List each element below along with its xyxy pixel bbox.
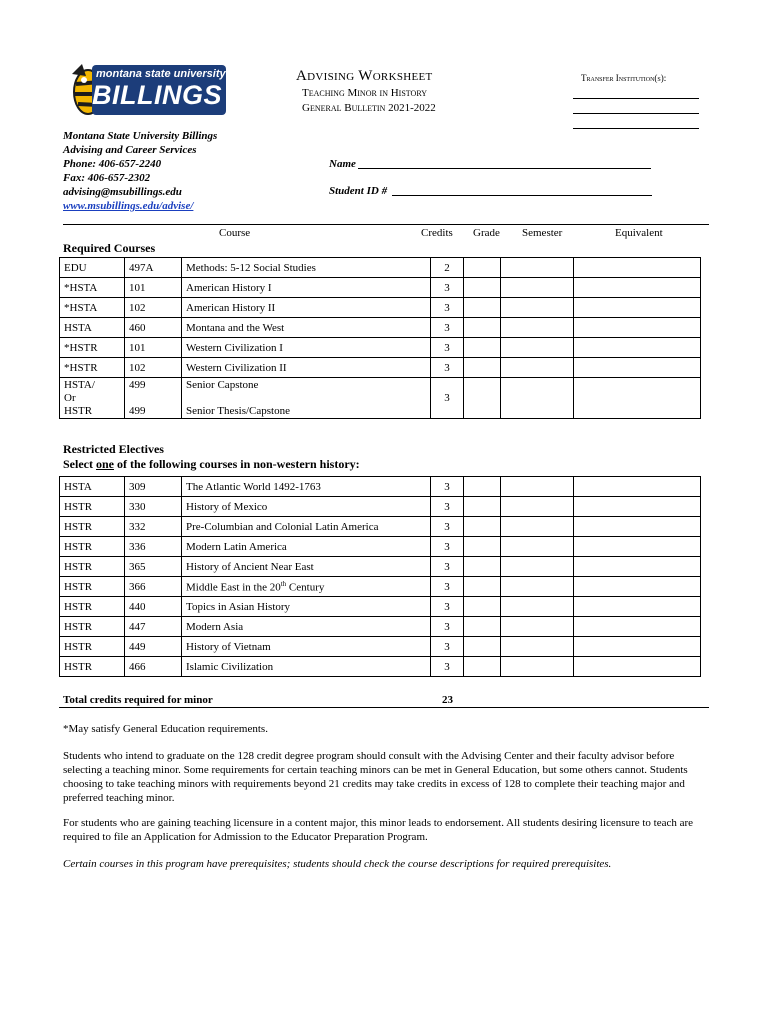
course-number: 101 <box>125 278 182 298</box>
course-number: 330 <box>125 497 182 517</box>
course-subject: HSTR <box>60 537 125 557</box>
semester-cell[interactable] <box>501 358 574 378</box>
equivalent-cell[interactable] <box>574 617 701 637</box>
grade-cell[interactable] <box>464 298 501 318</box>
course-credits: 3 <box>431 657 464 677</box>
table-row <box>60 318 701 338</box>
semester-cell[interactable] <box>501 517 574 537</box>
semester-cell[interactable] <box>501 617 574 637</box>
course-subject: EDU <box>60 258 125 278</box>
course-title-pre: Middle East in the 20 <box>186 581 281 594</box>
grade-cell[interactable] <box>464 338 501 358</box>
course-credits: 3 <box>431 378 464 419</box>
total-credits-value: 23 <box>442 694 453 706</box>
course-number: 102 <box>125 298 182 318</box>
course-title: History of Mexico <box>182 497 431 517</box>
capstone-subject-a: HSTA/ <box>64 378 95 391</box>
advising-website-link[interactable]: www.msubillings.edu/advise/ <box>63 200 194 212</box>
course-subject: HSTR <box>60 597 125 617</box>
electives-instruction <box>63 457 360 472</box>
table-row <box>60 298 701 318</box>
equivalent-cell[interactable] <box>574 318 701 338</box>
course-subject: *HSTA <box>60 278 125 298</box>
grade-cell[interactable] <box>464 517 501 537</box>
grade-cell[interactable] <box>464 278 501 298</box>
transfer-institution-line-3[interactable] <box>573 128 699 129</box>
equivalent-cell[interactable] <box>574 577 701 597</box>
table-row <box>60 258 701 278</box>
table-row <box>60 338 701 358</box>
equivalent-cell[interactable] <box>574 517 701 537</box>
course-subject: HSTR <box>60 617 125 637</box>
equivalent-cell[interactable] <box>574 338 701 358</box>
course-subject: HSTR <box>60 657 125 677</box>
course-subject: HSTR <box>60 557 125 577</box>
equivalent-cell[interactable] <box>574 477 701 497</box>
org-name: Montana State University Billings <box>63 130 218 142</box>
grade-cell[interactable] <box>464 537 501 557</box>
course-subject: HSTA <box>60 477 125 497</box>
grade-cell[interactable] <box>464 258 501 278</box>
equivalent-cell[interactable] <box>574 537 701 557</box>
course-title-sup: th <box>280 579 287 588</box>
course-subject: *HSTR <box>60 338 125 358</box>
contact-block <box>63 129 217 213</box>
electives-instruction-pre: Select <box>63 457 96 471</box>
transfer-institution-label: Transfer Institution(s): <box>581 73 667 83</box>
prerequisites-note: Certain courses in this program have prerequisites; students should check the course descriptions for required prerequisites. <box>63 858 612 870</box>
worksheet-subtitle-bulletin: General Bulletin 2021-2022 <box>302 102 436 114</box>
grade-cell[interactable] <box>464 378 501 419</box>
course-title: Montana and the West <box>182 318 431 338</box>
table-row <box>60 497 701 517</box>
course-title <box>182 577 431 597</box>
semester-cell[interactable] <box>501 577 574 597</box>
worksheet-subtitle-minor: Teaching Minor in History <box>302 87 427 99</box>
electives-instruction-post: of the following courses in non-western history: <box>113 457 360 471</box>
course-credits: 3 <box>431 537 464 557</box>
course-credits: 3 <box>431 278 464 298</box>
course-number: 102 <box>125 358 182 378</box>
course-title: Modern Latin America <box>182 537 431 557</box>
grade-cell[interactable] <box>464 497 501 517</box>
course-number: 309 <box>125 477 182 497</box>
course-title: Western Civilization II <box>182 358 431 378</box>
course-subject <box>60 378 125 419</box>
semester-cell[interactable] <box>501 298 574 318</box>
equivalent-cell[interactable] <box>574 597 701 617</box>
semester-cell[interactable] <box>501 338 574 358</box>
transfer-institution-line-2[interactable] <box>573 113 699 114</box>
capstone-or: Or <box>64 391 76 404</box>
transfer-institution-line-1[interactable] <box>573 98 699 99</box>
semester-cell[interactable] <box>501 637 574 657</box>
capstone-title-b: Senior Thesis/Capstone <box>186 404 290 417</box>
logo-main-text: BILLINGS <box>92 80 222 110</box>
course-number: 449 <box>125 637 182 657</box>
grade-cell[interactable] <box>464 318 501 338</box>
course-subject: HSTR <box>60 517 125 537</box>
logo-top-text: montana state university <box>96 68 226 80</box>
capstone-title-a: Senior Capstone <box>186 378 259 391</box>
licensure-note: For students who are gaining teaching licensure in a content major, this minor leads to endorsement. All students desiring licensure to teach are required to file an Application for Admission to the Educator Preparation Program. <box>63 817 694 843</box>
course-number: 336 <box>125 537 182 557</box>
course-number: 460 <box>125 318 182 338</box>
capstone-number-a: 499 <box>129 378 146 391</box>
grade-cell[interactable] <box>464 657 501 677</box>
student-id-label: Student ID # <box>329 185 388 197</box>
worksheet-title: Advising Worksheet <box>296 68 433 84</box>
equivalent-cell[interactable] <box>574 378 701 419</box>
course-credits: 3 <box>431 557 464 577</box>
semester-cell[interactable] <box>501 557 574 577</box>
course-subject: HSTR <box>60 637 125 657</box>
course-credits: 2 <box>431 258 464 278</box>
equivalent-cell[interactable] <box>574 278 701 298</box>
course-title: Western Civilization I <box>182 338 431 358</box>
course-subject: HSTA <box>60 318 125 338</box>
course-credits: 3 <box>431 298 464 318</box>
course-number <box>125 378 182 419</box>
equivalent-cell[interactable] <box>574 637 701 657</box>
course-number: 466 <box>125 657 182 677</box>
semester-cell[interactable] <box>501 477 574 497</box>
course-number: 365 <box>125 557 182 577</box>
email-address: advising@msubillings.edu <box>63 186 182 198</box>
column-header-grade: Grade <box>473 227 500 239</box>
course-credits: 3 <box>431 497 464 517</box>
name-label: Name <box>329 158 356 170</box>
grade-cell[interactable] <box>464 637 501 657</box>
name-field[interactable] <box>358 168 651 169</box>
table-row <box>60 577 701 597</box>
table-row <box>60 477 701 497</box>
course-credits: 3 <box>431 617 464 637</box>
course-number: 447 <box>125 617 182 637</box>
column-header-course: Course <box>219 227 251 239</box>
course-credits: 3 <box>431 577 464 597</box>
capstone-number-b: 499 <box>129 404 146 417</box>
semester-cell[interactable] <box>501 258 574 278</box>
course-subject: HSTR <box>60 497 125 517</box>
equivalent-cell[interactable] <box>574 657 701 677</box>
column-header-credits: Credits <box>421 227 453 239</box>
equivalent-cell[interactable] <box>574 258 701 278</box>
phone-number: Phone: 406-657-2240 <box>63 158 162 170</box>
course-title: American History I <box>182 278 431 298</box>
course-title: Topics in Asian History <box>182 597 431 617</box>
course-credits: 3 <box>431 637 464 657</box>
course-number: 440 <box>125 597 182 617</box>
equivalent-cell[interactable] <box>574 298 701 318</box>
semester-cell[interactable] <box>501 278 574 298</box>
table-row <box>60 657 701 677</box>
grade-cell[interactable] <box>464 577 501 597</box>
grade-cell[interactable] <box>464 477 501 497</box>
course-title: Methods: 5-12 Social Studies <box>182 258 431 278</box>
electives-instruction-emphasis: one <box>95 457 114 471</box>
equivalent-cell[interactable] <box>574 557 701 577</box>
required-courses-table <box>59 257 701 419</box>
course-credits: 3 <box>431 318 464 338</box>
course-title: Pre-Columbian and Colonial Latin America <box>182 517 431 537</box>
table-row <box>60 517 701 537</box>
column-header-semester: Semester <box>522 227 563 239</box>
column-header-equivalent: Equivalent <box>615 227 663 239</box>
grade-cell[interactable] <box>464 557 501 577</box>
electives-title: Restricted Electives <box>63 442 164 456</box>
course-credits: 3 <box>431 477 464 497</box>
table-row <box>60 617 701 637</box>
semester-cell[interactable] <box>501 318 574 338</box>
table-row <box>60 597 701 617</box>
table-header-rule <box>63 224 709 225</box>
table-row <box>60 637 701 657</box>
grade-cell[interactable] <box>464 617 501 637</box>
required-courses-title: Required Courses <box>63 241 156 255</box>
degree-program-note: Students who intend to graduate on the 128 credit degree program should consult with the Advising Center and their faculty advisor before selecting a teaching minor. Some requirements for certain teaching minors can be met in General Education, but some others cannot. Students choosing to take teaching minors with requirements beyond 21 credits may take credits in excess of 128 to complete their teaching major and preferred teaching minor. <box>63 750 688 804</box>
course-credits: 3 <box>431 597 464 617</box>
table-row-capstone <box>60 378 701 419</box>
capstone-subject-b: HSTR <box>64 404 93 417</box>
dept-name: Advising and Career Services <box>63 144 197 156</box>
total-credits-label: Total credits required for minor <box>63 694 213 706</box>
course-number: 332 <box>125 517 182 537</box>
semester-cell[interactable] <box>501 497 574 517</box>
gen-ed-note: *May satisfy General Education requirements. <box>63 723 268 735</box>
course-subject: *HSTR <box>60 358 125 378</box>
semester-cell[interactable] <box>501 378 574 419</box>
course-title: History of Ancient Near East <box>182 557 431 577</box>
course-number: 101 <box>125 338 182 358</box>
table-row <box>60 557 701 577</box>
course-title <box>182 378 431 419</box>
course-credits: 3 <box>431 358 464 378</box>
fax-number: Fax: 406-657-2302 <box>63 172 151 184</box>
course-number: 497A <box>125 258 182 278</box>
course-title: Modern Asia <box>182 617 431 637</box>
equivalent-cell[interactable] <box>574 497 701 517</box>
course-subject: HSTR <box>60 577 125 597</box>
grade-cell[interactable] <box>464 358 501 378</box>
course-title: Islamic Civilization <box>182 657 431 677</box>
semester-cell[interactable] <box>501 597 574 617</box>
student-id-field[interactable] <box>392 195 652 196</box>
equivalent-cell[interactable] <box>574 358 701 378</box>
course-credits: 3 <box>431 338 464 358</box>
course-credits: 3 <box>431 517 464 537</box>
table-row <box>60 278 701 298</box>
table-row <box>60 537 701 557</box>
course-title: The Atlantic World 1492-1763 <box>182 477 431 497</box>
semester-cell[interactable] <box>501 537 574 557</box>
course-title-post: Century <box>286 581 325 594</box>
grade-cell[interactable] <box>464 597 501 617</box>
table-row <box>60 358 701 378</box>
course-title: History of Vietnam <box>182 637 431 657</box>
course-subject: *HSTA <box>60 298 125 318</box>
semester-cell[interactable] <box>501 657 574 677</box>
course-number: 366 <box>125 577 182 597</box>
course-title: American History II <box>182 298 431 318</box>
university-logo <box>66 62 226 120</box>
electives-table <box>59 476 701 677</box>
total-rule <box>59 707 709 708</box>
